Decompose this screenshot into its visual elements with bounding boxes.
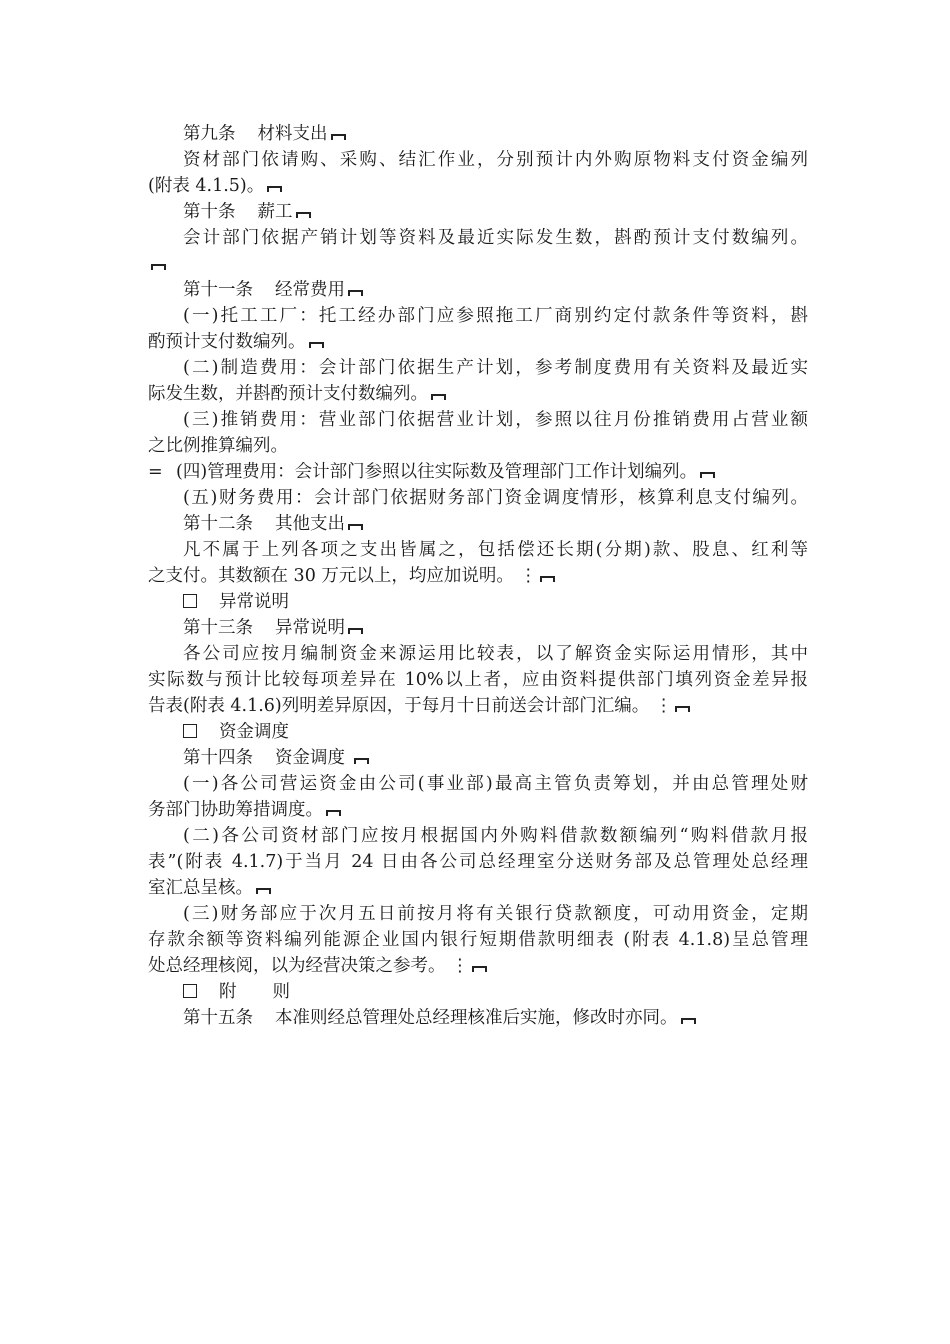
paragraph-line: [148, 329, 808, 355]
line-text: 告表(附表 4.1.6)列明差异原因，于每月十日前送会计部门汇编。: [148, 696, 650, 716]
article-title: 其他支出: [275, 514, 345, 534]
paragraph-mark-icon: [539, 572, 556, 582]
article-number: 第十四条: [183, 748, 253, 768]
article-number: 第十五条: [183, 1008, 253, 1028]
article-title: 资金调度: [275, 748, 345, 768]
section-heading: [183, 589, 808, 615]
paragraph-mark-icon: [353, 754, 370, 764]
article-9-heading: [183, 121, 808, 147]
paragraph-line: (一)各公司营运资金由公司(事业部)最高主管负责筹划，并由总管理处财: [183, 774, 808, 794]
article-13-heading: [183, 615, 808, 641]
section-heading: [183, 979, 808, 1005]
paragraph-line: [148, 173, 808, 199]
paragraph-line: [148, 563, 808, 589]
section-title: 资金调度: [219, 722, 289, 742]
paragraph-mark-icon: [347, 520, 364, 530]
line-text: 酌预计支付数编列。: [148, 332, 306, 352]
article-title: 材料支出: [257, 124, 328, 144]
article-10-heading: [183, 199, 808, 225]
paragraph-mark-icon: [330, 130, 347, 140]
article-title: 薪工: [257, 202, 293, 222]
paragraph-line: [148, 381, 808, 407]
article-title: 经常费用: [275, 280, 345, 300]
article-number: 第九条: [183, 124, 236, 144]
article-11-heading: [183, 277, 808, 303]
checkbox-square-icon: [183, 984, 197, 998]
paragraph-mark-icon: [295, 208, 312, 218]
paragraph-mark-icon: [471, 962, 488, 972]
section-title: 附: [219, 982, 237, 1002]
paragraph-line: 会计部门依据产销计划等资料及最近实际发生数，斟酌预计支付数编列。: [183, 228, 808, 248]
paragraph-mark-icon: [674, 702, 691, 712]
paragraph-mark-icon: [266, 182, 283, 192]
paragraph-line: (一)托工工厂：托工经办部门应参照拖工厂商别约定付款条件等资料，斟: [183, 306, 808, 326]
line-text: 处总经理核阅，以为经营决策之参考。: [148, 956, 446, 976]
paragraph-line: [148, 459, 801, 485]
paragraph-line: (三)财务部应于次月五日前按月将有关银行贷款额度，可动用资金，定期: [183, 904, 808, 924]
checkbox-square-icon: [183, 594, 197, 608]
article-12-heading: [183, 511, 808, 537]
paragraph-line: [148, 693, 808, 719]
colon-glyph: ⋮: [451, 956, 469, 976]
paragraph-line: 之比例推算编列。: [148, 436, 288, 456]
checkbox-square-icon: [183, 724, 197, 738]
paragraph-mark-icon: [308, 338, 325, 348]
paragraph-line: 资材部门依请购、采购、结汇作业，分别预计内外购原物料支付资金编列: [183, 150, 808, 170]
paragraph-line: [148, 953, 808, 979]
paragraph-mark-icon: [699, 468, 716, 478]
paragraph-line: [148, 251, 808, 277]
colon-glyph: ⋮: [654, 696, 673, 716]
paragraph-mark-icon: [325, 806, 342, 816]
article-body: 本准则经总管理处总经理核准后实施，修改时亦同。: [275, 1008, 678, 1028]
line-text: 之支付。其数额在 30 万元以上，均应加说明。: [148, 566, 514, 586]
paragraph-line: 表”(附表 4.1.7)于当月 24 日由各公司总经理室分送财务部及总管理处总经理: [148, 852, 808, 872]
paragraph-mark-icon: [347, 624, 364, 634]
line-text: (四)管理费用：会计部门参照以往实际数及管理部门工作计划编列。: [176, 462, 698, 482]
section-title-part: 则: [272, 982, 290, 1002]
paragraph-line: (五)财务费用：会计部门依据财务部门资金调度情形，核算利息支付编列。: [183, 488, 808, 508]
paragraph-line: 凡不属于上列各项之支出皆属之，包括偿还长期(分期)款、股息、红利等: [183, 540, 808, 560]
paragraph-line: 实际数与预计比较每项差异在 10%以上者，应由资料提供部门填列资金差异报: [148, 670, 808, 690]
paragraph-line: [148, 797, 808, 823]
paragraph-line: (三)推销费用：营业部门依据营业计划，参照以往月份推销费用占营业额: [183, 410, 808, 430]
prefix-glyph: =: [148, 462, 163, 482]
line-text: 际发生数，并斟酌预计支付数编列。: [148, 384, 428, 404]
article-number: 第十二条: [183, 514, 253, 534]
line-text: 务部门协助筹措调度。: [148, 800, 323, 820]
article-title: 异常说明: [275, 618, 345, 638]
article-15-heading: [183, 1005, 808, 1031]
paragraph-mark-icon: [430, 390, 447, 400]
article-number: 第十三条: [183, 618, 253, 638]
paragraph-line: 各公司应按月编制资金来源运用比较表，以了解资金实际运用情形，其中: [183, 644, 808, 664]
paragraph-line: [148, 875, 808, 901]
paragraph-mark-icon: [150, 260, 167, 270]
paragraph-mark-icon: [347, 286, 364, 296]
section-title: 异常说明: [219, 592, 289, 612]
paragraph-mark-icon: [680, 1014, 697, 1024]
section-heading: [183, 719, 808, 745]
paragraph-line: (二)制造费用：会计部门依据生产计划，参考制度费用有关资料及最近实: [183, 358, 808, 378]
line-text: (附表 4.1.5)。: [148, 176, 265, 196]
article-number: 第十一条: [183, 280, 253, 300]
line-text: 室汇总呈核。: [148, 878, 253, 898]
article-14-heading: [183, 745, 808, 771]
colon-glyph: ⋮: [519, 566, 537, 586]
paragraph-line: 存款余额等资料编列能源企业国内银行短期借款明细表 (附表 4.1.8)呈总管理: [148, 930, 808, 950]
paragraph-mark-icon: [255, 884, 272, 894]
paragraph-line: (二)各公司资材部门应按月根据国内外购料借款数额编列“购料借款月报: [183, 826, 808, 846]
article-number: 第十条: [183, 202, 236, 222]
